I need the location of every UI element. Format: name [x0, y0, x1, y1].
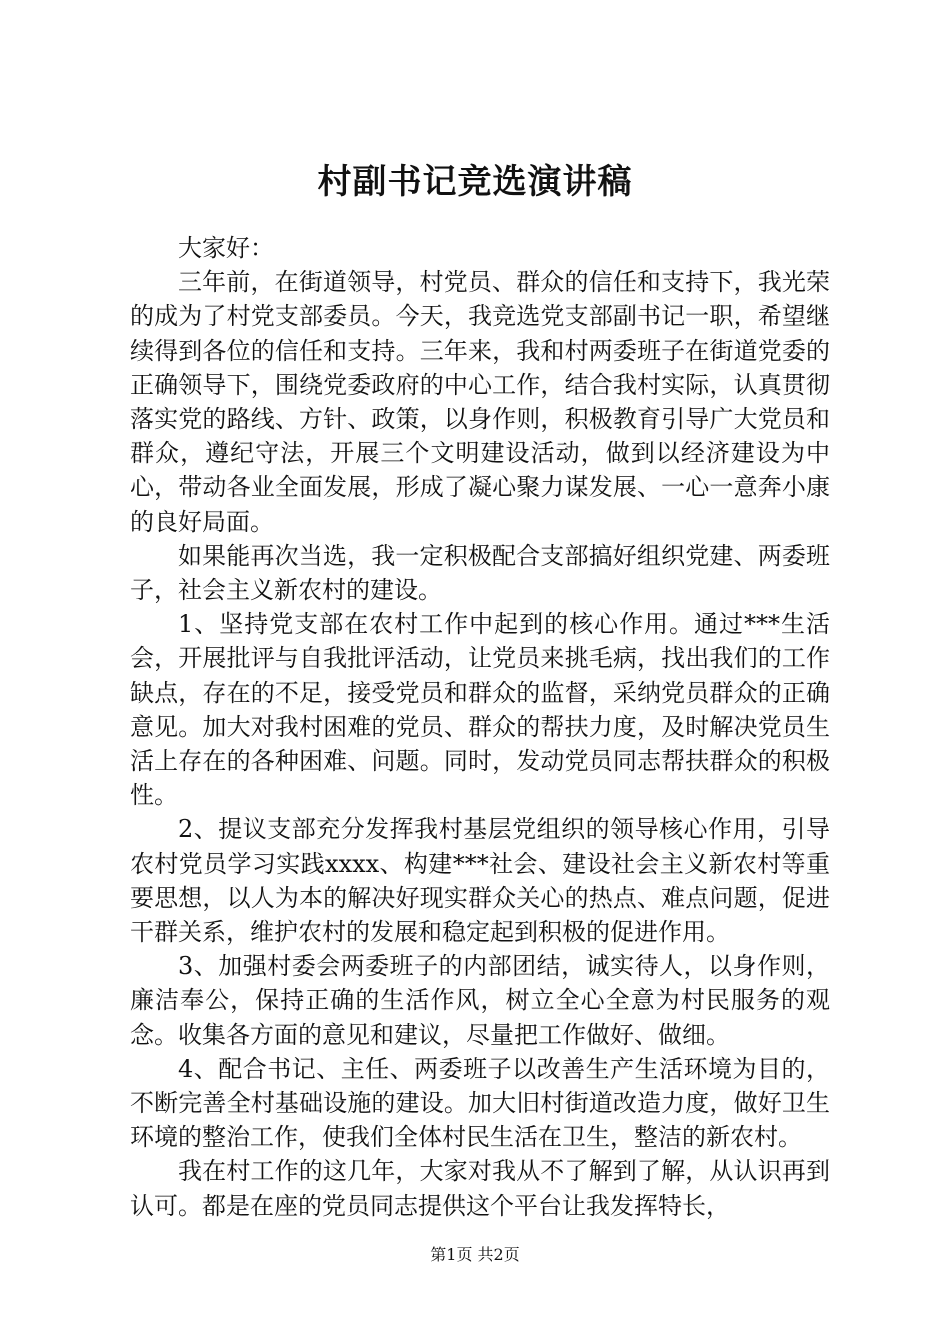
point-4-paragraph: 4、配合书记、主任、两委班子以改善生产生活环境为目的，不断完善全村基础设施的建设。加大旧村街道改造力度，做好卫生环境的整治工作，使我们全体村民生活在卫生，整洁的新农村。 — [130, 1054, 830, 1152]
point-2-paragraph: 2、提议支部充分发挥我村基层党组织的领导核心作用，引导农村党员学习实践xxxx、构建***社会、建设社会主义新农村等重要思想，以人为本的解决好现实群众关心的热点、难点问题，促进干群关系，维护农村的发展和稳定起到积极的促进作用。 — [130, 815, 830, 947]
page-number-footer: 第1页 共2页 — [430, 1245, 520, 1264]
commitment-paragraph: 如果能再次当选，我一定积极配合支部搞好组织党建、两委班子，社会主义新农村的建设。 — [130, 541, 830, 605]
point-3-paragraph: 3、加强村委会两委班子的内部团结，诚实待人，以身作则，廉洁奉公，保持正确的生活作风，树立全心全意为村民服务的观念。收集各方面的意见和建议，尽量把工作做好、做细。 — [130, 952, 830, 1049]
greeting-paragraph: 大家好： — [178, 234, 274, 262]
intro-paragraph: 三年前，在街道领导，村党员、群众的信任和支持下，我光荣的成为了村党支部委员。今天，我竞选党支部副书记一职，希望继续得到各位的信任和支持。三年来，我和村两委班子在街道党委的正确领导下，围绕党委政府的中心工作，结合我村实际，认真贯彻落实党的路线、方针、政策，以身作则，积极教育引导广大党员和群众，遵纪守法，开展三个文明建设活动，做到以经济建设为中心，带动各业全面发展，形成了凝心聚力谋发展、一心一意奔小康的良好局面。 — [130, 268, 830, 536]
document-body — [130, 231, 830, 1223]
document-title: 村副书记竞选演讲稿 — [317, 162, 633, 202]
point-1-paragraph: 1、坚持党支部在农村工作中起到的核心作用。通过***生活会，开展批评与自我批评活动，让党员来挑毛病，找出我们的工作缺点，存在的不足，接受党员和群众的监督，采纳党员群众的正确意见。加大对我村困难的党员、群众的帮扶力度，及时解决党员生活上存在的各种困难、问题。同时，发动党员同志帮扶群众的积极性。 — [130, 610, 830, 810]
closing-paragraph: 我在村工作的这几年，大家对我从不了解到了解，从认识再到认可。都是在座的党员同志提供这个平台让我发挥特长， — [130, 1157, 830, 1220]
